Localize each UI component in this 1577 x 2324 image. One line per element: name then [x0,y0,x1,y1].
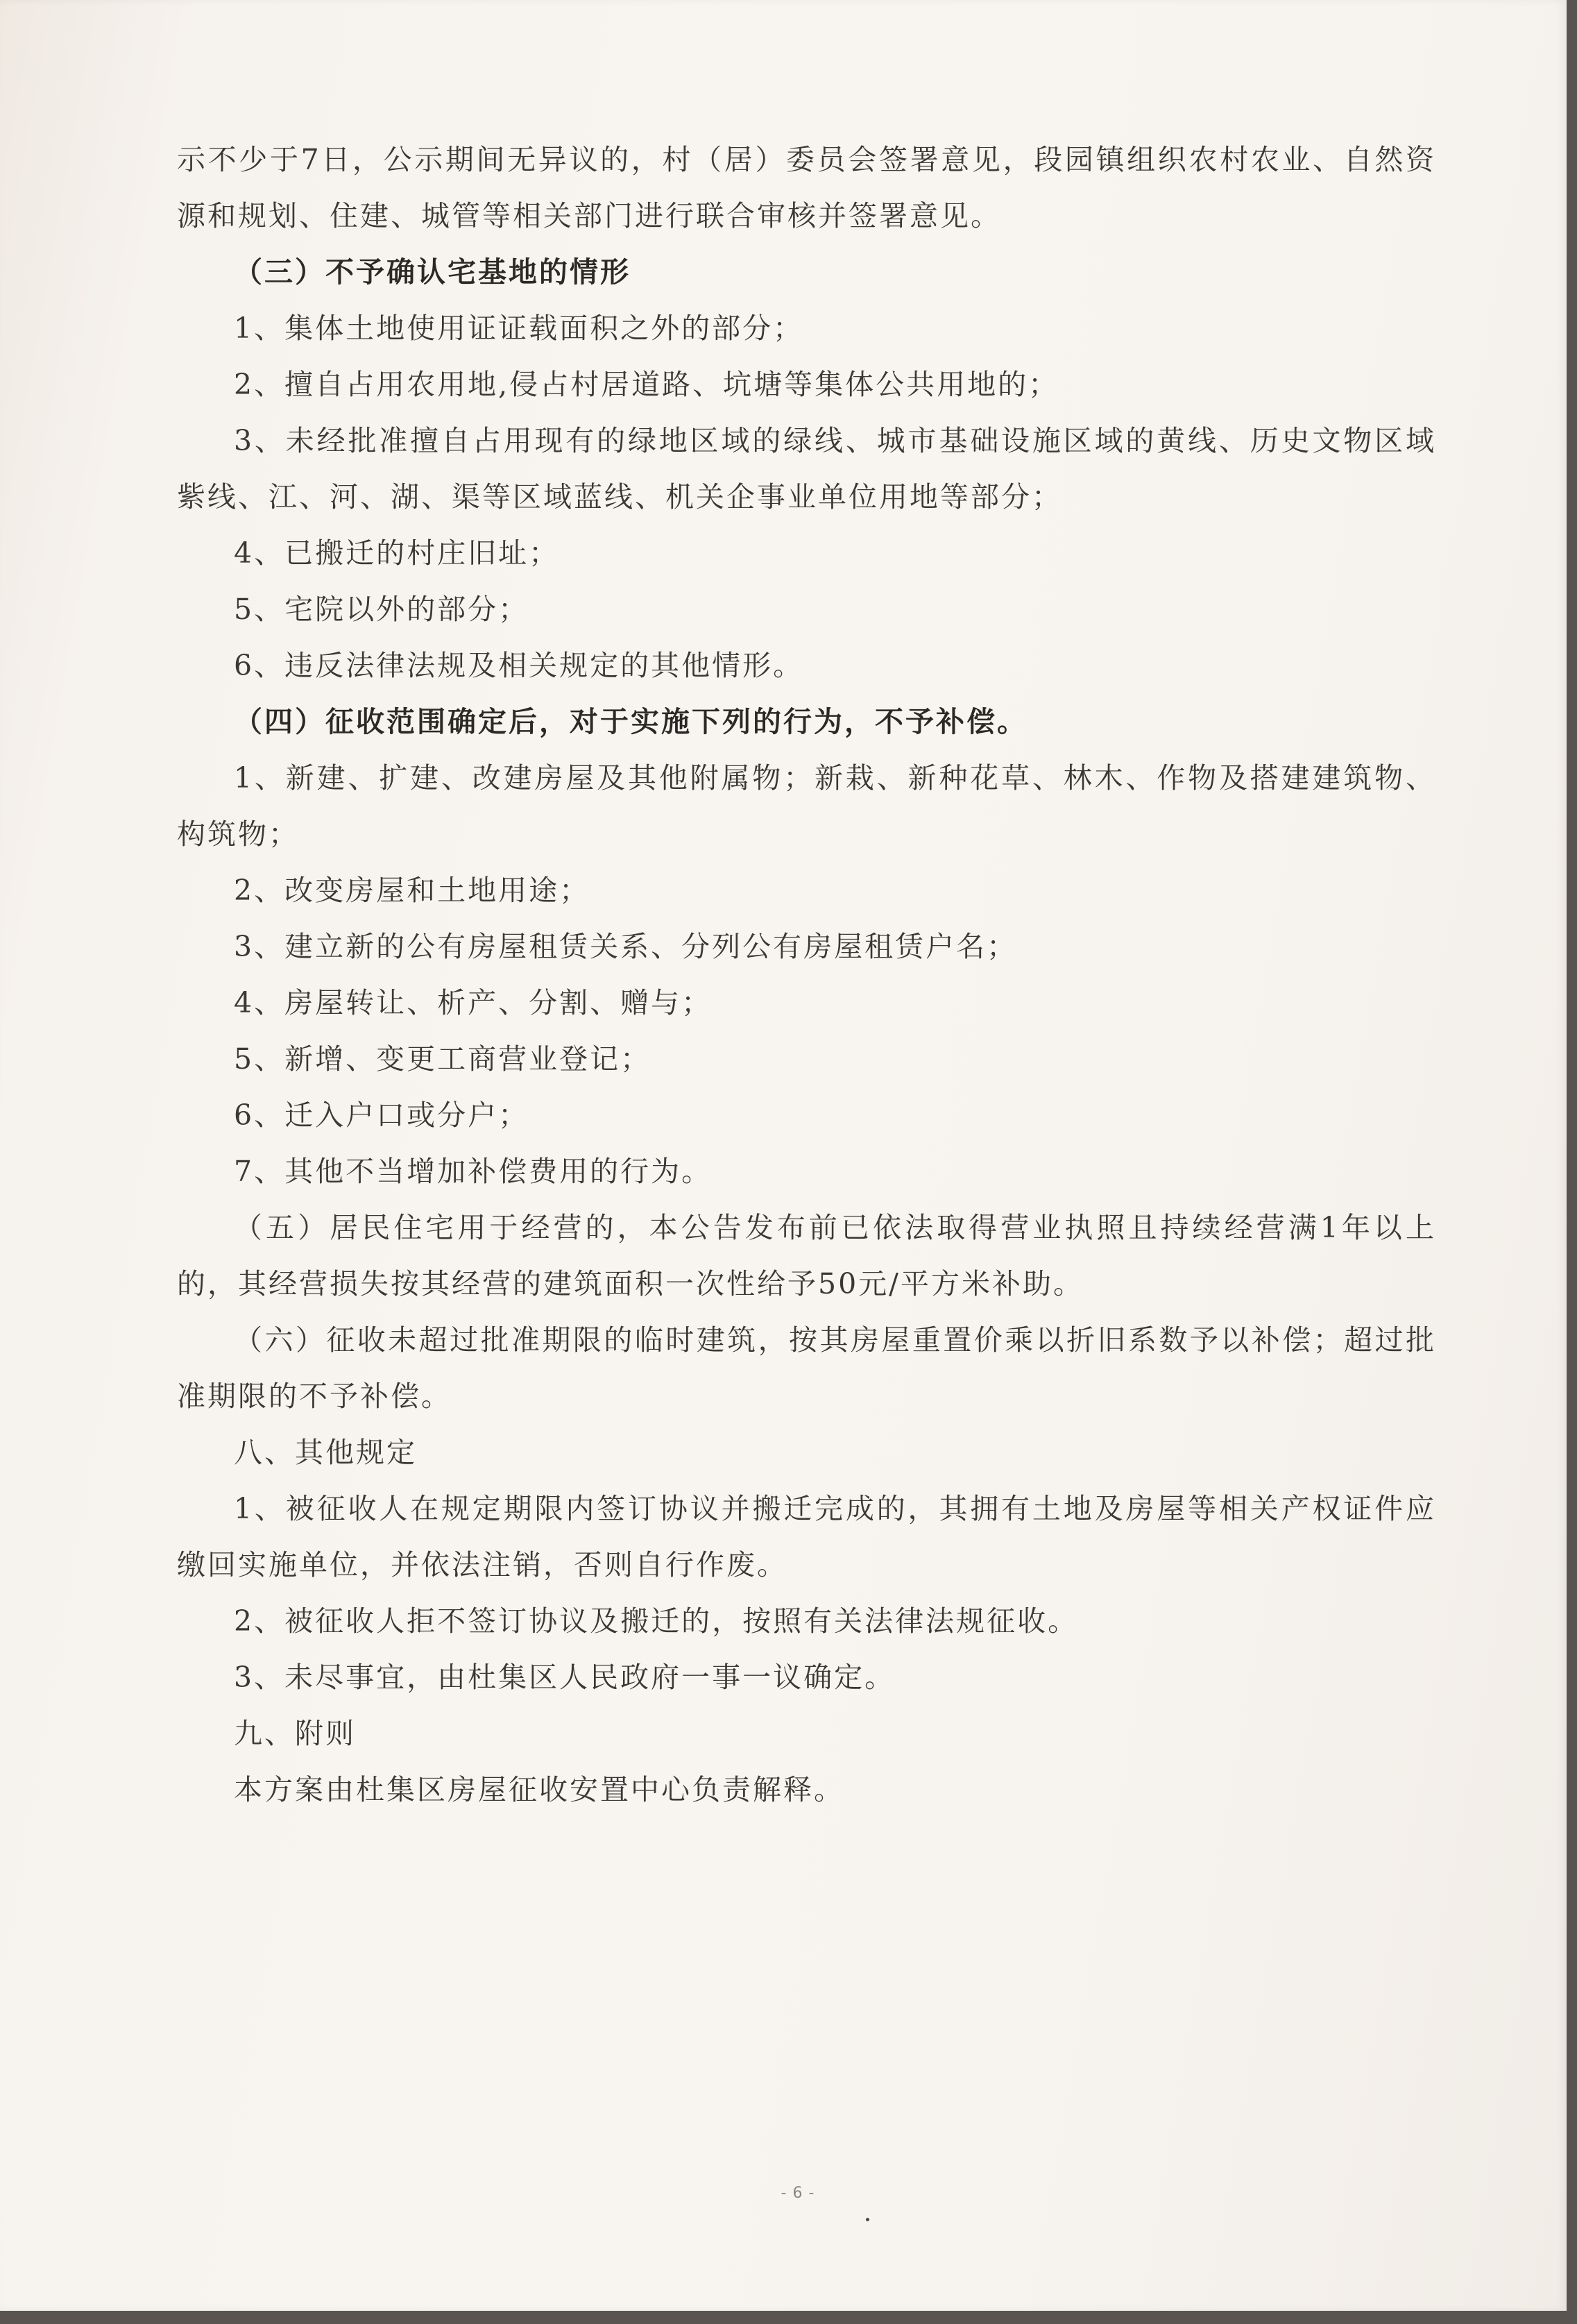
list-item: 5、新增、变更工商营业登记； [234,1042,651,1076]
list-item: 2、改变房屋和土地用途； [234,874,590,907]
list-item: 3、未经批准擅自占用现有的绿地区域的绿线、城市基础设施区域的黄线、历史文物区域紫线、江、河、湖、渠等区域蓝线、机关企事业单位用地等部分； [177,424,1436,514]
document-body [177,132,1436,1818]
list-item: 6、迁入户口或分户； [234,1099,529,1132]
list-item: 4、房屋转让、析产、分割、赠与； [234,986,713,1019]
list-item: 3、建立新的公有房屋租赁关系、分列公有房屋租赁户名； [234,930,1018,963]
section-heading-3: （三）不予确认宅基地的情形 [234,255,631,289]
list-item: 7、其他不当增加补偿费用的行为。 [234,1155,713,1188]
ink-dot [866,2218,869,2221]
paragraph-continuation: 示不少于7日，公示期间无异议的，村（居）委员会签署意见，段园镇组织农村农业、自然资源和规划、住建、城管等相关部门进行联合审核并签署意见。 [177,143,1436,232]
list-item: 1、被征收人在规定期限内签订协议并搬迁完成的，其拥有土地及房屋等相关产权证件应缴回实施单位，并依法注销，否则自行作废。 [177,1492,1436,1581]
closing-paragraph: 本方案由杜集区房屋征收安置中心负责解释。 [234,1773,844,1806]
list-item: 1、集体土地使用证证载面积之外的部分； [234,312,804,345]
list-item: 4、已搬迁的村庄旧址； [234,536,560,570]
list-item: 1、新建、扩建、改建房屋及其他附属物；新栽、新种花草、林木、作物及搭建建筑物、构筑物； [177,761,1436,851]
chapter-heading-9: 九、附则 [234,1717,356,1750]
list-item: 5、宅院以外的部分； [234,593,529,626]
list-item: 2、被征收人拒不签订协议及搬迁的，按照有关法律法规征收。 [234,1604,1079,1638]
section-6-paragraph: （六）征收未超过批准期限的临时建筑，按其房屋重置价乘以折旧系数予以补偿；超过批准期限的不予补偿。 [177,1323,1436,1413]
chapter-heading-8: 八、其他规定 [234,1436,417,1469]
list-item: 2、擅自占用农用地,侵占村居道路、坑塘等集体公共用地的； [234,368,1059,401]
section-heading-4: （四）征收范围确定后，对于实施下列的行为，不予补偿。 [234,705,1028,738]
list-item: 6、违反法律法规及相关规定的其他情形。 [234,649,804,682]
section-5-paragraph: （五）居民住宅用于经营的，本公告发布前已依法取得营业执照且持续经营满1年以上的，其经营损失按其经营的建筑面积一次性给予50元/平方米补助。 [177,1211,1436,1300]
page-number: - 6 - [781,2185,815,2202]
list-item: 3、未尽事宜，由杜集区人民政府一事一议确定。 [234,1661,896,1694]
